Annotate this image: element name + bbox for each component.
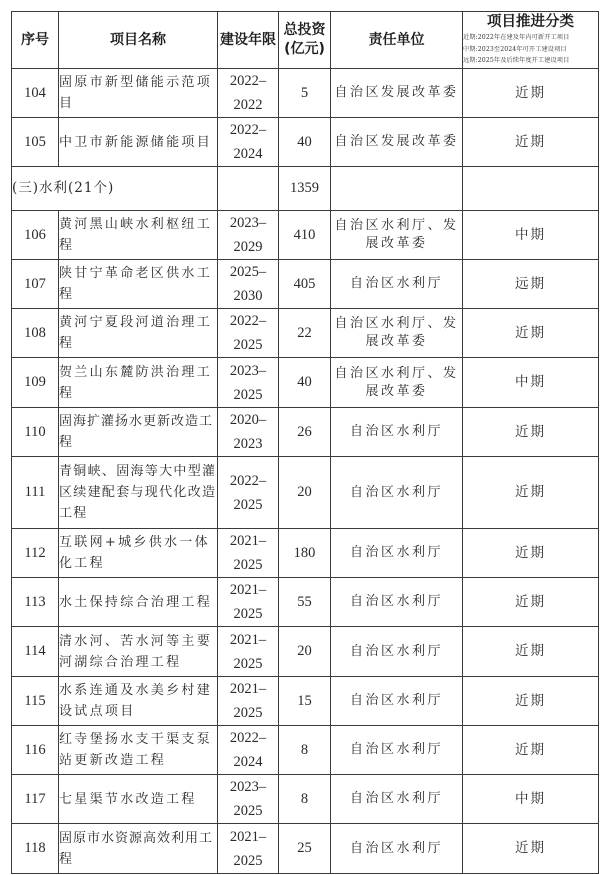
cell-unit: 自治区水利厅 (331, 775, 463, 824)
cell-name: 红寺堡扬水支干渠支泵站更新改造工程 (59, 726, 218, 775)
cell-name: 清水河、苦水河等主要河湖综合治理工程 (59, 627, 218, 677)
cell-seq: 111 (12, 457, 59, 529)
cell-investment: 180 (279, 529, 331, 578)
cell-name: 固原市新型储能示范项目 (59, 69, 218, 118)
table-row (12, 726, 599, 775)
cell-seq: 118 (12, 824, 59, 874)
table-row (12, 408, 599, 457)
cell-category: 近期 (463, 69, 599, 118)
cell-seq: 108 (12, 309, 59, 358)
period-end: 2024 (233, 146, 263, 162)
cell-name: 互联网+城乡供水一体化工程 (59, 529, 218, 578)
cell-category: 中期 (463, 211, 599, 260)
table-row (12, 824, 599, 874)
cell-period (218, 457, 279, 529)
period-start: 2022– (229, 472, 267, 489)
table-row (12, 358, 599, 408)
period-end: 2024 (233, 754, 263, 770)
cell-name: 固海扩灌扬水更新改造工程 (59, 408, 218, 457)
cell-unit: 自治区水利厅 (331, 677, 463, 726)
cell-period (218, 260, 279, 309)
cell-investment: 405 (279, 260, 331, 309)
cell-unit: 自治区水利厅 (331, 726, 463, 775)
cell-unit: 自治区发展改革委 (331, 69, 463, 118)
period-start: 2025– (229, 264, 267, 280)
cell-name: 水土保持综合治理工程 (59, 578, 218, 627)
table-row (12, 775, 599, 824)
period-start: 2022– (229, 122, 267, 138)
header-seq: 序号 (12, 12, 59, 69)
period-end: 2025 (233, 496, 263, 513)
period-end: 2025 (233, 852, 263, 869)
cell-period (218, 118, 279, 167)
cell-seq: 107 (12, 260, 59, 309)
period-end: 2030 (233, 288, 263, 304)
cell-category: 近期 (463, 627, 599, 677)
cell-period (218, 211, 279, 260)
cell-name: 水系连通及水美乡村建设试点项目 (59, 677, 218, 726)
header-classification (463, 12, 599, 69)
cell-category: 中期 (463, 775, 599, 824)
cell-unit: 自治区水利厅、发展改革委 (331, 211, 463, 260)
cell-category: 近期 (463, 677, 599, 726)
cell-category: 近期 (463, 726, 599, 775)
cell-investment: 40 (279, 358, 331, 408)
period-start: 2022– (229, 730, 267, 746)
project-table (11, 11, 599, 874)
period-end: 2025 (233, 557, 263, 573)
cell-period (218, 824, 279, 874)
table-row (12, 578, 599, 627)
table-row (12, 69, 599, 118)
period-end: 2025 (233, 655, 263, 672)
cell-seq: 112 (12, 529, 59, 578)
period-start: 2022– (229, 313, 267, 329)
period-start: 2023– (229, 362, 267, 379)
cell-name: 黄河黑山峡水利枢纽工程 (59, 211, 218, 260)
cell-period (218, 358, 279, 408)
cell-name: 中卫市新能源储能项目 (59, 118, 218, 167)
section-unit-empty (331, 167, 463, 211)
period-start: 2021– (229, 681, 267, 697)
classification-title: 项目推进分类 (487, 14, 574, 31)
cell-seq: 114 (12, 627, 59, 677)
section-period-empty (218, 167, 279, 211)
cell-investment: 410 (279, 211, 331, 260)
cell-seq: 109 (12, 358, 59, 408)
cell-period (218, 775, 279, 824)
table-row (12, 118, 599, 167)
header-investment (279, 12, 331, 69)
period-end: 2025 (233, 386, 263, 403)
period-end: 2029 (233, 239, 263, 255)
cell-unit: 自治区水利厅 (331, 578, 463, 627)
period-start: 2020– (229, 412, 267, 428)
section-label: (三)水利(21个) (12, 167, 218, 211)
cell-unit: 自治区水利厅 (331, 627, 463, 677)
cell-investment: 20 (279, 627, 331, 677)
cell-seq: 115 (12, 677, 59, 726)
cell-investment: 8 (279, 775, 331, 824)
cell-seq: 110 (12, 408, 59, 457)
period-end: 2025 (233, 803, 263, 819)
cell-investment: 26 (279, 408, 331, 457)
cell-name: 陕甘宁革命老区供水工程 (59, 260, 218, 309)
cell-category: 近期 (463, 118, 599, 167)
table-row (12, 627, 599, 677)
cell-seq: 116 (12, 726, 59, 775)
cell-name: 固原市水资源高效利用工程 (59, 824, 218, 874)
cell-period (218, 578, 279, 627)
period-start: 2021– (229, 631, 267, 648)
cell-category: 近期 (463, 824, 599, 874)
period-end: 2022 (233, 97, 263, 113)
section-category-empty (463, 167, 599, 211)
cell-seq: 117 (12, 775, 59, 824)
cell-unit: 自治区水利厅 (331, 824, 463, 874)
cell-unit: 自治区水利厅 (331, 260, 463, 309)
header-unit: 责任单位 (331, 12, 463, 69)
cell-period (218, 677, 279, 726)
period-start: 2021– (229, 582, 267, 598)
cell-name: 黄河宁夏段河道治理工程 (59, 309, 218, 358)
table-row (12, 529, 599, 578)
cell-investment: 25 (279, 824, 331, 874)
cell-name: 青铜峡、固海等大中型灌区续建配套与现代化改造工程 (59, 457, 218, 529)
period-end: 2025 (233, 606, 263, 622)
header-name: 项目名称 (59, 12, 218, 69)
cell-seq: 113 (12, 578, 59, 627)
cell-investment: 40 (279, 118, 331, 167)
period-start: 2021– (229, 533, 267, 549)
header-investment-line2: (亿元) (284, 41, 325, 57)
cell-unit: 自治区水利厅 (331, 457, 463, 529)
cell-investment: 5 (279, 69, 331, 118)
cell-category: 近期 (463, 457, 599, 529)
classification-note-far: 远期:2025年及后续年度开工建设项目 (463, 57, 570, 65)
cell-investment: 55 (279, 578, 331, 627)
header-investment-line1: 总投资 (283, 22, 326, 38)
section-investment: 1359 (279, 167, 331, 211)
cell-period (218, 309, 279, 358)
cell-unit: 自治区水利厅、发展改革委 (331, 358, 463, 408)
header-period: 建设年限 (218, 12, 279, 69)
table-row (12, 677, 599, 726)
cell-category: 近期 (463, 408, 599, 457)
cell-period (218, 408, 279, 457)
cell-period (218, 529, 279, 578)
table-row (12, 309, 599, 358)
period-end: 2025 (233, 705, 263, 721)
cell-unit: 自治区水利厅、发展改革委 (331, 309, 463, 358)
cell-category: 近期 (463, 309, 599, 358)
cell-period (218, 627, 279, 677)
cell-category: 中期 (463, 358, 599, 408)
period-start: 2023– (229, 215, 267, 231)
cell-investment: 8 (279, 726, 331, 775)
cell-category: 近期 (463, 529, 599, 578)
cell-seq: 105 (12, 118, 59, 167)
period-start: 2022– (229, 73, 267, 89)
table-row (12, 260, 599, 309)
cell-category: 近期 (463, 578, 599, 627)
cell-name: 七星渠节水改造工程 (59, 775, 218, 824)
cell-category: 远期 (463, 260, 599, 309)
classification-note-near: 近期:2022年在建及年内可新开工项目 (463, 34, 570, 42)
classification-note-mid: 中期:2023至2024年可开工建设项目 (463, 45, 567, 53)
cell-unit: 自治区水利厅 (331, 408, 463, 457)
section-row (12, 167, 599, 211)
cell-investment: 22 (279, 309, 331, 358)
cell-period (218, 726, 279, 775)
cell-seq: 106 (12, 211, 59, 260)
cell-investment: 20 (279, 457, 331, 529)
table-row (12, 211, 599, 260)
cell-unit: 自治区水利厅 (331, 529, 463, 578)
period-end: 2023 (233, 436, 263, 452)
period-start: 2021– (229, 828, 267, 845)
table-row (12, 457, 599, 529)
period-end: 2025 (233, 337, 263, 353)
cell-seq: 104 (12, 69, 59, 118)
cell-investment: 15 (279, 677, 331, 726)
period-start: 2023– (229, 779, 267, 795)
cell-period (218, 69, 279, 118)
cell-unit: 自治区发展改革委 (331, 118, 463, 167)
cell-name: 贺兰山东麓防洪治理工程 (59, 358, 218, 408)
header-row (12, 12, 599, 69)
